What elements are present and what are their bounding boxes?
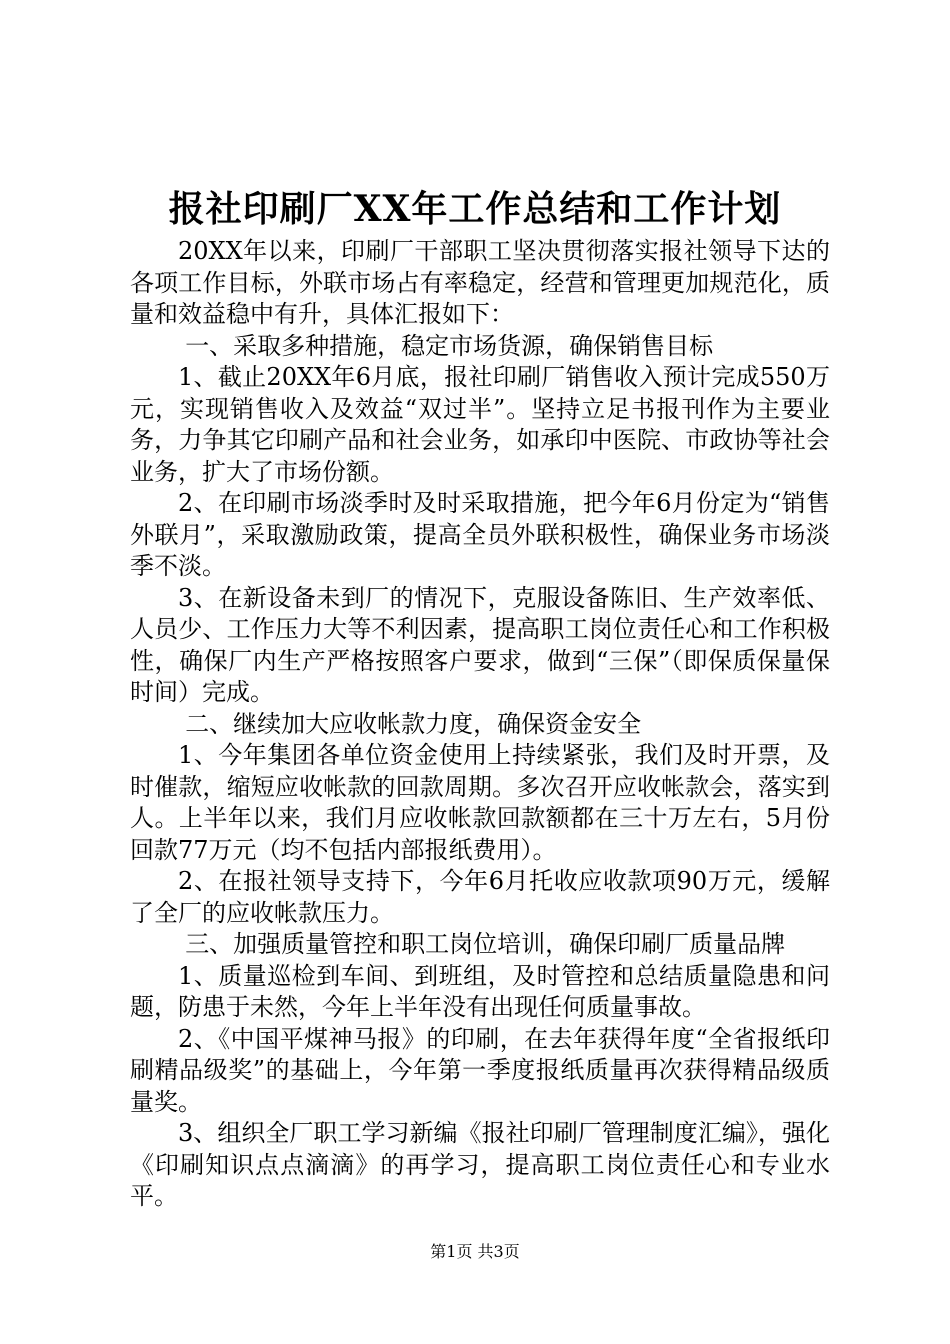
section-2-item-1: 1、今年集团各单位资金使用上持续紧张，我们及时开票，及时催款，缩短应收帐款的回款周期。多次召开应收帐款会，落实到人。上半年以来，我们月应收帐款回款额都在三十万左右，5月份回款77万元（均不包括内部报纸费用）。 xyxy=(130,741,830,864)
section-2-item-2: 2、在报社领导支持下，今年6月托收应收款项90万元，缓解了全厂的应收帐款压力。 xyxy=(130,867,830,927)
section-3-item-1: 1、质量巡检到车间、到班组，及时管控和总结质量隐患和问题，防患于未然，今年上半年没有出现任何质量事故。 xyxy=(130,961,830,1021)
section-1-item-2: 2、在印刷市场淡季时及时采取措施，把今年6月份定为“销售外联月”，采取激励政策，提高全员外联积极性，确保业务市场淡季不淡。 xyxy=(130,489,830,580)
page-title: 报社印刷厂XX年工作总结和工作计划 xyxy=(168,188,782,230)
section-3-item-2: 2、《中国平煤神马报》的印刷，在去年获得年度“全省报纸印刷精品级奖”的基础上，今年第一季度报纸质量再次获得精品级质量奖。 xyxy=(130,1024,830,1116)
section-1-item-3: 3、在新设备未到厂的情况下，克服设备陈旧、生产效率低、人员少、工作压力大等不利因素，提高职工岗位责任心和工作积极性，确保厂内生产严格按照客户要求，做到“三保”（即保质保量保时间）完成。 xyxy=(130,583,830,706)
section-heading-3: 三、加强质量管控和职工岗位培训，确保印刷厂质量品牌 xyxy=(185,930,786,958)
section-heading-1: 一、采取多种措施，稳定市场货源，确保销售目标 xyxy=(185,331,714,360)
section-1-item-1: 1、截止20XX年6月底，报社印刷厂销售收入预计完成550万元，实现销售收入及效益“双过半”。坚持立足书报刊作为主要业务，力争其它印刷产品和社会业务，如承印中医院、市政协等社会业务，扩大了市场份额。 xyxy=(130,363,830,486)
section-3-item-3: 3、组织全厂职工学习新编《报社印刷厂管理制度汇编》，强化《印刷知识点点滴滴》的再学习，提高职工岗位责任心和专业水平。 xyxy=(130,1119,830,1210)
section-heading-2: 二、继续加大应收帐款力度，确保资金安全 xyxy=(185,709,642,738)
page-number-footer: 第1页 共3页 xyxy=(430,1242,520,1261)
intro-paragraph: 20XX年以来，印刷厂干部职工坚决贯彻落实报社领导下达的各项工作目标，外联市场占有率稳定，经营和管理更加规范化，质量和效益稳中有升，具体汇报如下： xyxy=(130,237,830,328)
document-body xyxy=(130,236,830,1213)
